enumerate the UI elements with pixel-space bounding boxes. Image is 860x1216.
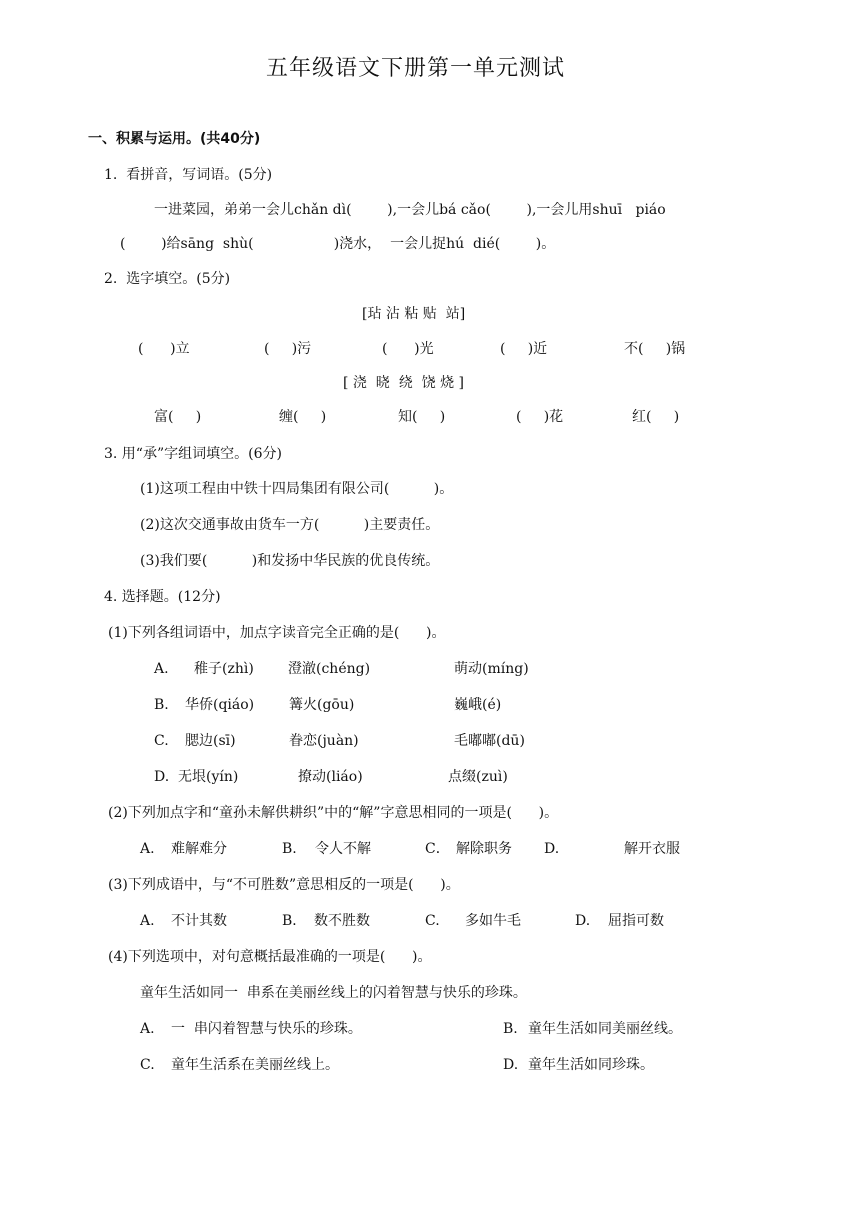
option-word: 华侨(qiáo) <box>185 697 255 713</box>
option-label: A. <box>140 1021 155 1037</box>
question-3-item: (2)这次交通事故由货车一方( )主要责任。 <box>140 517 440 533</box>
option-text: 解开衣服 <box>624 841 680 857</box>
blank-item: ( )光 <box>382 341 434 357</box>
option-word: 腮边(sī) <box>185 733 236 749</box>
blank-item: ( )污 <box>264 341 312 357</box>
option-text: 不计其数 <box>171 913 227 929</box>
option-word: 毛嘟嘟(dū) <box>454 733 525 749</box>
option-word: 眷恋(juàn) <box>289 733 359 749</box>
sub-question-1-stem: (1)下列各组词语中，加点字读音完全正确的是( )。 <box>108 625 446 641</box>
option-text: 难解难分 <box>171 841 227 857</box>
option-text: 多如牛毛 <box>465 913 521 929</box>
option-text: 童年生活如同美丽丝线。 <box>528 1021 682 1037</box>
option-label: A. <box>140 841 155 857</box>
option-word: 撩动(liáo) <box>298 769 363 785</box>
question-1-heading: 1. 看拼音，写词语。(5分) <box>104 167 273 183</box>
option-text: 令人不解 <box>315 841 371 857</box>
option-word: 稚子(zhì) <box>194 661 254 677</box>
option-text: 屈指可数 <box>608 913 664 929</box>
sub-question-2-stem: (2)下列加点字和“童孙未解供耕织”中的“解”字意思相同的一项是( )。 <box>108 805 559 821</box>
question-3-item: (3)我们要( )和发扬中华民族的优良传统。 <box>140 553 440 569</box>
page-title: 五年级语文下册第一单元测试 <box>266 56 566 81</box>
char-group-2: [ 浇 晓 绕 饶 烧 ] <box>343 375 464 391</box>
question-3-item: (1)这项工程由中铁十四局集团有限公司( )。 <box>140 481 454 497</box>
question-3-heading: 3. 用“承”字组词填空。(6分) <box>104 446 282 462</box>
option-label: C. <box>140 1057 155 1073</box>
option-text: 一 串闪着智慧与快乐的珍珠。 <box>171 1021 362 1037</box>
option-label: B. <box>503 1021 518 1037</box>
question-2-heading: 2. 选字填空。(5分) <box>104 271 231 287</box>
option-label: D. <box>544 841 560 857</box>
blank-item: 红( ) <box>632 409 680 425</box>
option-word: 萌动(míng) <box>454 661 529 677</box>
option-word: 巍峨(é) <box>454 697 502 713</box>
option-label: D. <box>154 769 170 785</box>
question-1-line-2: ( )给sāng shù( )浇水， 一会儿捉hú dié( )。 <box>120 236 556 252</box>
blank-item: 知( ) <box>398 409 446 425</box>
option-word: 澄澈(chéng) <box>288 661 371 677</box>
option-label: D. <box>503 1057 519 1073</box>
option-word: 点缀(zuì) <box>448 769 508 785</box>
char-group-1: [玷 沾 粘 贴 站] <box>362 306 466 322</box>
option-label: A. <box>140 913 155 929</box>
option-word: 篝火(gōu) <box>289 697 355 713</box>
option-label: B. <box>282 841 297 857</box>
blank-item: ( )近 <box>500 341 548 357</box>
option-text: 数不胜数 <box>314 913 370 929</box>
option-label: C． <box>425 841 450 857</box>
option-label: C. <box>425 913 440 929</box>
option-label: C. <box>154 733 169 749</box>
option-text: 童年生活如同珍珠。 <box>528 1057 654 1073</box>
option-word: 无垠(yín) <box>178 769 239 785</box>
blank-item: 缠( ) <box>279 409 327 425</box>
sub-question-4-stem: (4)下列选项中，对句意概括最准确的一项是( )。 <box>108 949 432 965</box>
blank-item: ( )立 <box>138 341 190 357</box>
option-label: B. <box>154 697 169 713</box>
option-label: D. <box>575 913 591 929</box>
blank-item: ( )花 <box>516 409 564 425</box>
option-label: B． <box>282 913 307 929</box>
blank-item: 不( )锅 <box>624 341 686 357</box>
question-4-heading: 4. 选择题。(12分) <box>104 589 221 605</box>
sub-question-3-stem: (3)下列成语中，与“不可胜数”意思相反的一项是( )。 <box>108 877 460 893</box>
sub-question-4-sentence: 童年生活如同一 串系在美丽丝线上的闪着智慧与快乐的珍珠。 <box>140 985 527 1001</box>
option-text: 童年生活系在美丽丝线上。 <box>171 1057 339 1073</box>
option-text: 解除职务 <box>456 841 512 857</box>
option-label: A. <box>154 661 169 677</box>
blank-item: 富( ) <box>154 409 202 425</box>
question-1-line-1: 一进菜园，弟弟一会儿chǎn dì( ),一会儿bá cǎo( ),一会儿用shuī piáo <box>154 202 666 218</box>
section-heading: 一、积累与运用。(共40分) <box>88 131 261 147</box>
